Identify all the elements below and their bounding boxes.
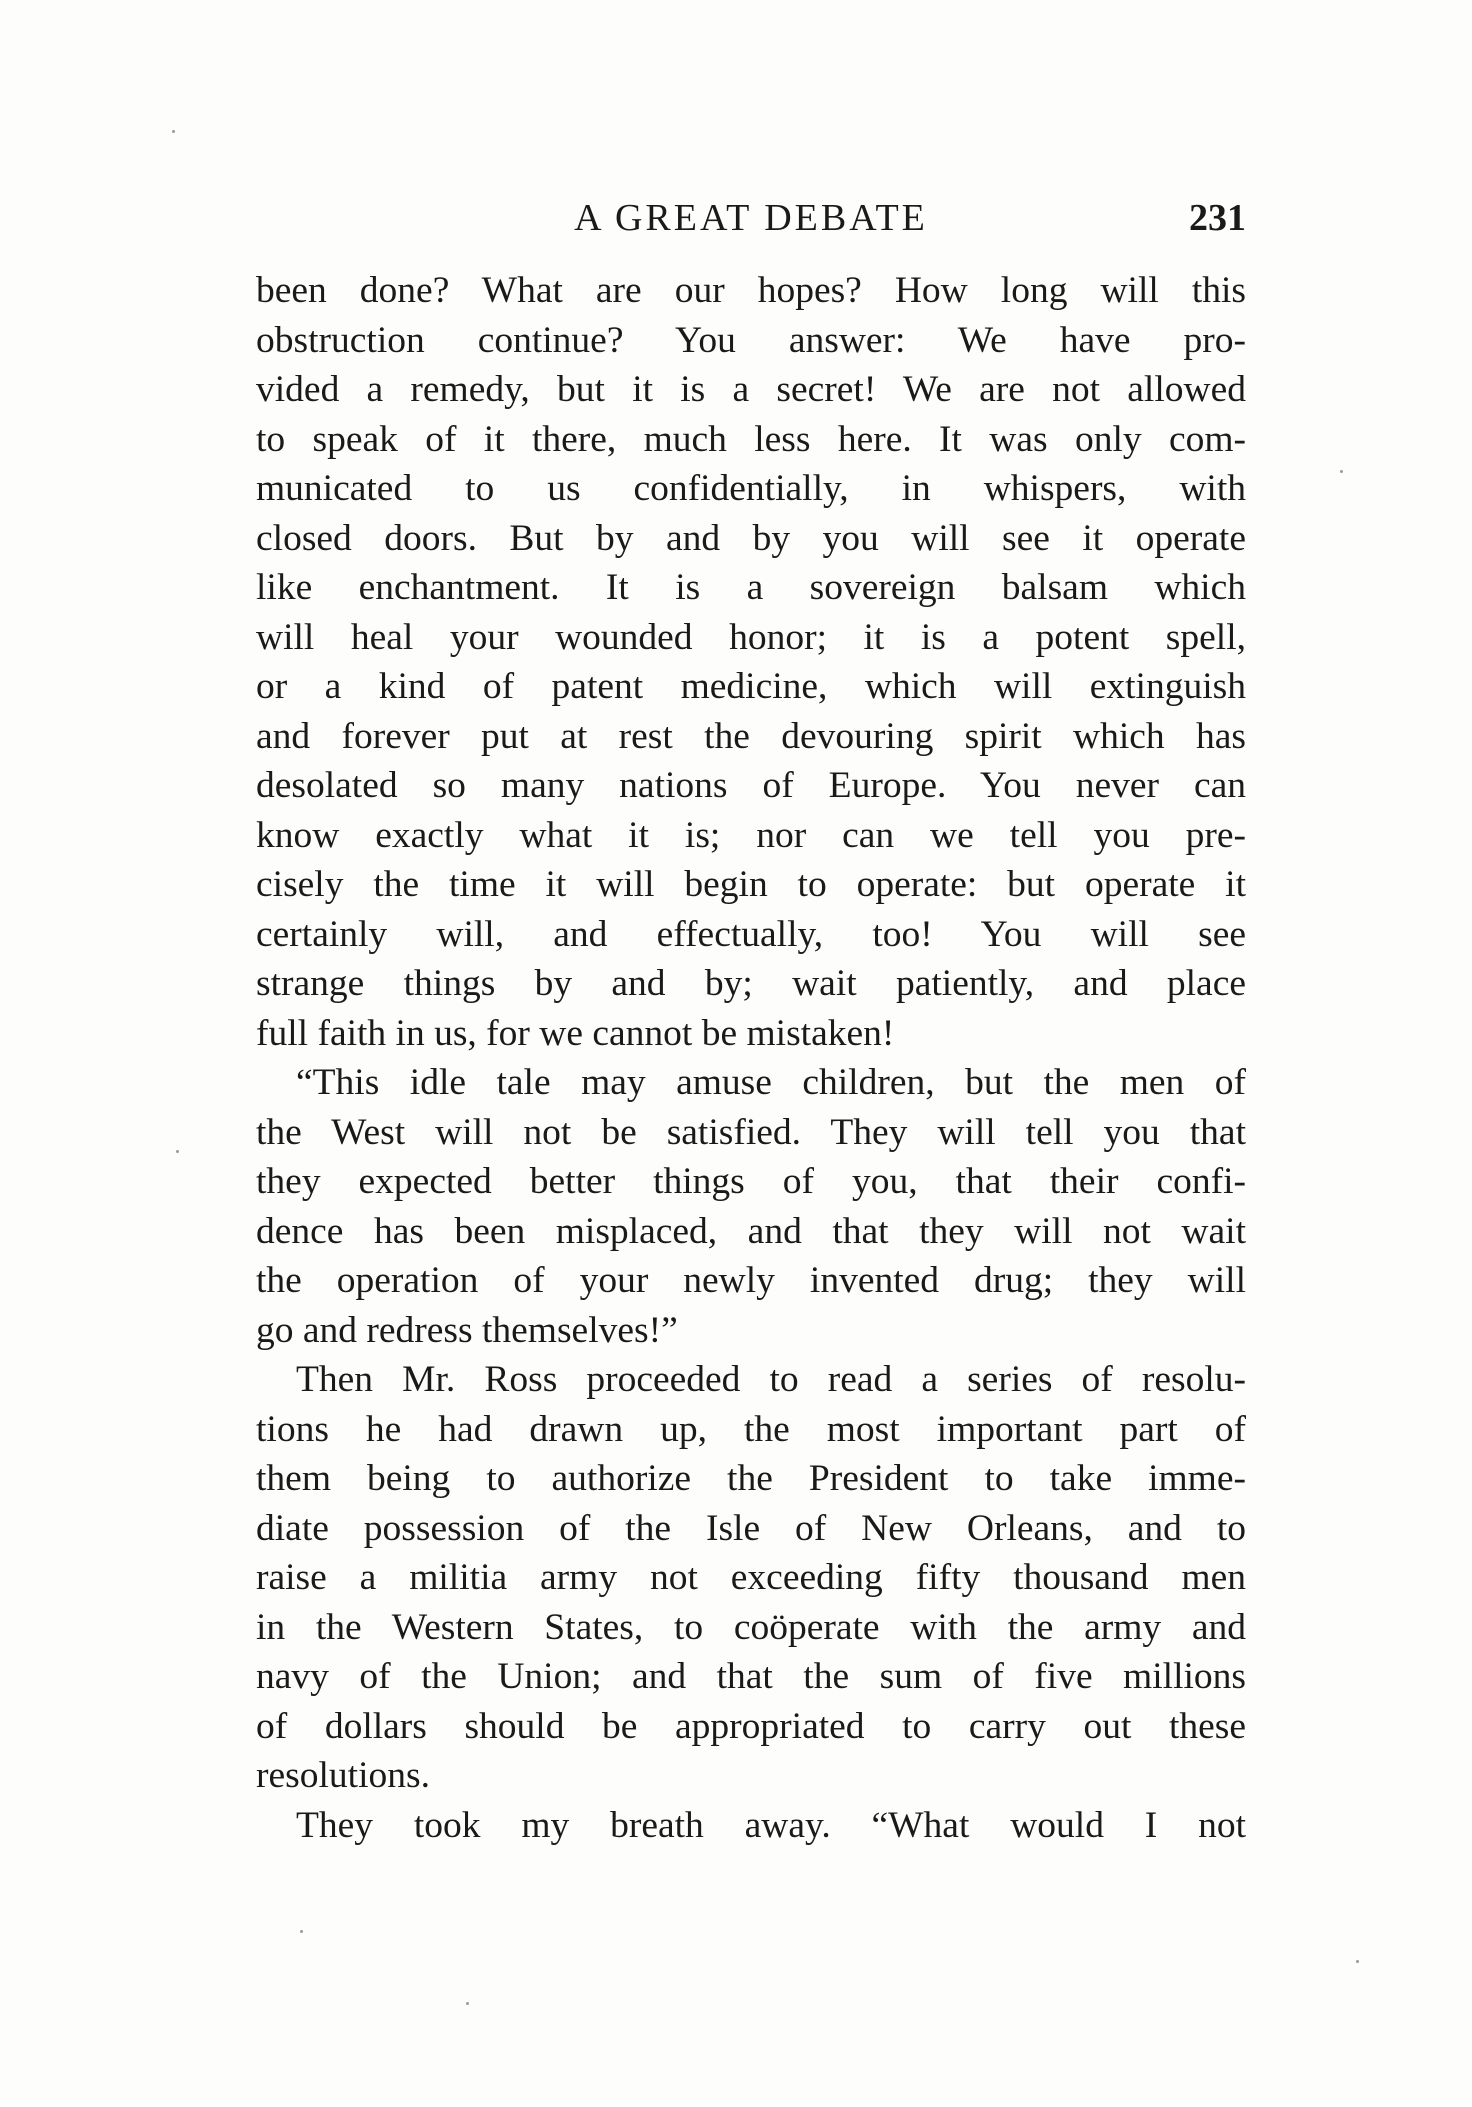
text-line: the West will not be satisfied. They will tell you that bbox=[256, 1111, 1246, 1153]
running-head bbox=[256, 188, 1246, 248]
page-number: 231 bbox=[1189, 197, 1246, 239]
text-line: “This idle tale may amuse children, but the men of bbox=[296, 1062, 1246, 1103]
text-line: to speak of it there, much less here. It was only com- bbox=[256, 418, 1246, 460]
text-line: desolated so many nations of Europe. You never can bbox=[256, 765, 1246, 806]
scan-speck bbox=[172, 130, 175, 133]
text-line: raise a militia army not exceeding fifty thousand men bbox=[256, 1557, 1246, 1598]
scan-speck bbox=[466, 2002, 469, 2005]
text-line: obstruction continue? You answer: We have pro- bbox=[256, 319, 1246, 361]
text-line: navy of the Union; and that the sum of five millions bbox=[256, 1656, 1246, 1697]
running-title: A GREAT DEBATE bbox=[574, 197, 928, 239]
body-text bbox=[256, 266, 1246, 1850]
text-line: They took my breath away. “What would I not bbox=[296, 1804, 1246, 1846]
text-line: the operation of your newly invented drug; they will bbox=[256, 1260, 1246, 1301]
text-line: dence has been misplaced, and that they will not wait bbox=[256, 1210, 1246, 1252]
text-line: strange things by and by; wait patiently, and place bbox=[256, 963, 1246, 1004]
text-line: and forever put at rest the devouring spirit which has bbox=[256, 715, 1246, 757]
text-line: Then Mr. Ross proceeded to read a series of resolu- bbox=[296, 1359, 1246, 1400]
text-line: of dollars should be appropriated to carry out these bbox=[256, 1705, 1246, 1747]
text-line: in the Western States, to coöperate with the army and bbox=[256, 1606, 1246, 1648]
text-line: tions he had drawn up, the most important part of bbox=[256, 1408, 1246, 1450]
scan-speck bbox=[300, 1930, 303, 1933]
text-line: vided a remedy, but it is a secret! We are not allowed bbox=[256, 369, 1246, 410]
scan-speck bbox=[1340, 470, 1343, 473]
text-line: go and redress themselves!” bbox=[256, 1309, 678, 1351]
text-line: full faith in us, for we cannot be mistaken! bbox=[256, 1012, 895, 1054]
text-line: certainly will, and effectually, too! You will see bbox=[256, 913, 1246, 955]
text-line: know exactly what it is; nor can we tell you pre- bbox=[256, 814, 1246, 856]
text-line: municated to us confidentially, in whispers, with bbox=[256, 468, 1246, 509]
text-line: diate possession of the Isle of New Orleans, and to bbox=[256, 1507, 1246, 1549]
text-line: resolutions. bbox=[256, 1755, 430, 1796]
text-line: will heal your wounded honor; it is a potent spell, bbox=[256, 616, 1246, 658]
scan-speck bbox=[1356, 1960, 1359, 1963]
text-line: cisely the time it will begin to operate: but operate it bbox=[256, 864, 1246, 905]
text-line: been done? What are our hopes? How long will this bbox=[256, 270, 1246, 311]
text-line: they expected better things of you, that their confi- bbox=[256, 1161, 1246, 1202]
text-line: or a kind of patent medicine, which will extinguish bbox=[256, 666, 1246, 707]
scan-speck bbox=[176, 1150, 179, 1153]
text-line: like enchantment. It is a sovereign balsam which bbox=[256, 567, 1246, 608]
text-line: closed doors. But by and by you will see it operate bbox=[256, 517, 1246, 559]
text-line: them being to authorize the President to take imme- bbox=[256, 1458, 1246, 1499]
